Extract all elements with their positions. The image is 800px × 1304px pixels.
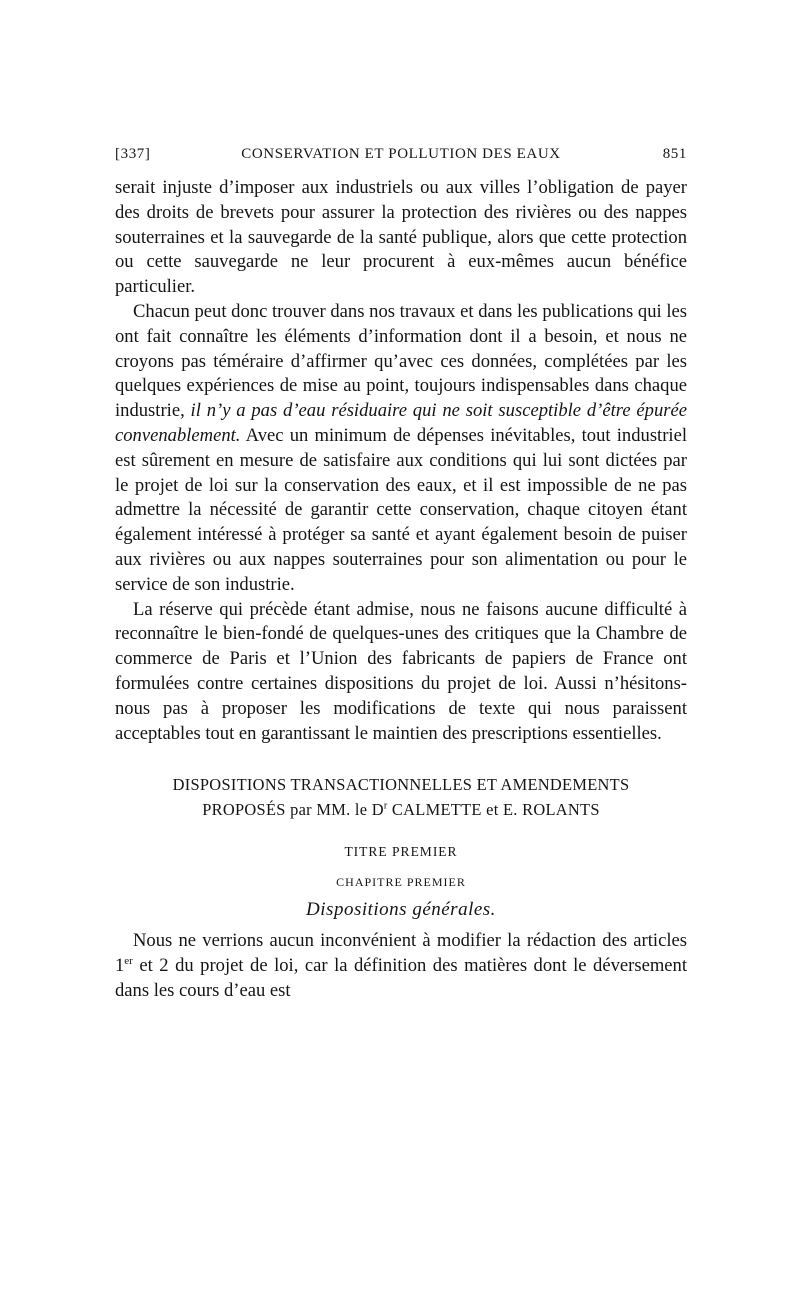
heading-rolants: E. ROLANTS <box>502 800 600 820</box>
titre-heading: TITRE PREMIER <box>344 844 458 860</box>
heading-proposes: PROPOSÉS <box>202 800 286 820</box>
section-heading <box>115 772 687 822</box>
heading-par: par <box>290 800 312 820</box>
subsection-title: Dispositions générales. <box>306 899 496 921</box>
paragraph-reserve: La réserve qui précède étant admise, nous ne faisons aucune difficulté à reconnaître le bien-fondé de quelques-unes des critiques que la Chambre de commerce de Paris et l’Union des fabricants de papiers de France ont formulées contre certaines dispositions du projet de loi. Aussi n’hésitons-nous pas à proposer les modifications de texte qui nous paraissent acceptables tout en garantissant le maintien des prescriptions essentielles. <box>115 598 687 744</box>
book-page <box>115 142 687 1004</box>
running-header <box>115 142 687 166</box>
chapitre-heading: CHAPITRE PREMIER <box>336 875 466 890</box>
page-number: 851 <box>662 146 687 162</box>
heading-le-dr: le D <box>354 800 384 820</box>
final-paragraph-end: et 2 du projet de loi, car la définition des matières dont le déversement dans les cours d’eau est <box>115 955 687 1001</box>
body-text <box>115 176 687 746</box>
heading-et: et <box>486 800 499 820</box>
final-paragraph-start: Nous ne verrions aucun inconvénient à modifier la rédaction des articles 1 <box>115 930 687 977</box>
section-heading-line-2 <box>115 797 687 822</box>
section-number: [337] <box>115 146 151 162</box>
paragraph-continued: serait injuste d’imposer aux industriels ou aux villes l’obligation de payer des droits de brevets pour assurer la protection des rivières ou des nappes souterraines et la sauvegarde de la santé publique, alors que cette protection ou cette sauvegarde ne leur procurent à eux-mêmes aucun bénéfice particulier. <box>115 177 687 298</box>
section-heading-line-1: DISPOSITIONS TRANSACTIONNELLES ET AMENDEMENTS <box>172 775 630 795</box>
ordinal-superscript: er <box>124 954 133 967</box>
heading-dr-superscript: r <box>383 800 388 812</box>
italic-emphasis: il n’y a pas d’eau résiduaire qui ne soit susceptible d’être épurée convenablement. <box>115 400 687 446</box>
heading-calmette: CALMETTE <box>391 800 482 820</box>
paragraph-nous-ne-verrions <box>115 929 687 1003</box>
paragraph-chacun <box>115 300 687 598</box>
paragraph-chacun-start: Chacun peut donc trouver dans nos travaux et dans les publications qui les ont fait connaître les éléments d’information dont il a besoin, et nous ne croyons pas téméraire d’affirmer qu’avec ces données, complétées par les quelques expériences de mise au point, toujours indispensables dans chaque industrie, <box>115 300 687 422</box>
heading-mm: MM. <box>316 800 351 820</box>
running-title: CONSERVATION ET POLLUTION DES EAUX <box>241 146 561 162</box>
paragraph-chacun-end: Avec un minimum de dépenses inévitables, tout industriel est sûrement en mesure de satisfaire aux conditions qui lui sont dictées par le projet de loi sur la conservation des eaux, et il est impossible de ne pas admettre la nécessité de garantir cette conservation, chaque citoyen étant également intéressé à protéger sa santé et ayant également besoin de puiser aux rivières ou aux nappes souterraines pour son alimentation ou pour le service de son industrie. <box>115 424 687 595</box>
body-text-final <box>115 929 687 1003</box>
